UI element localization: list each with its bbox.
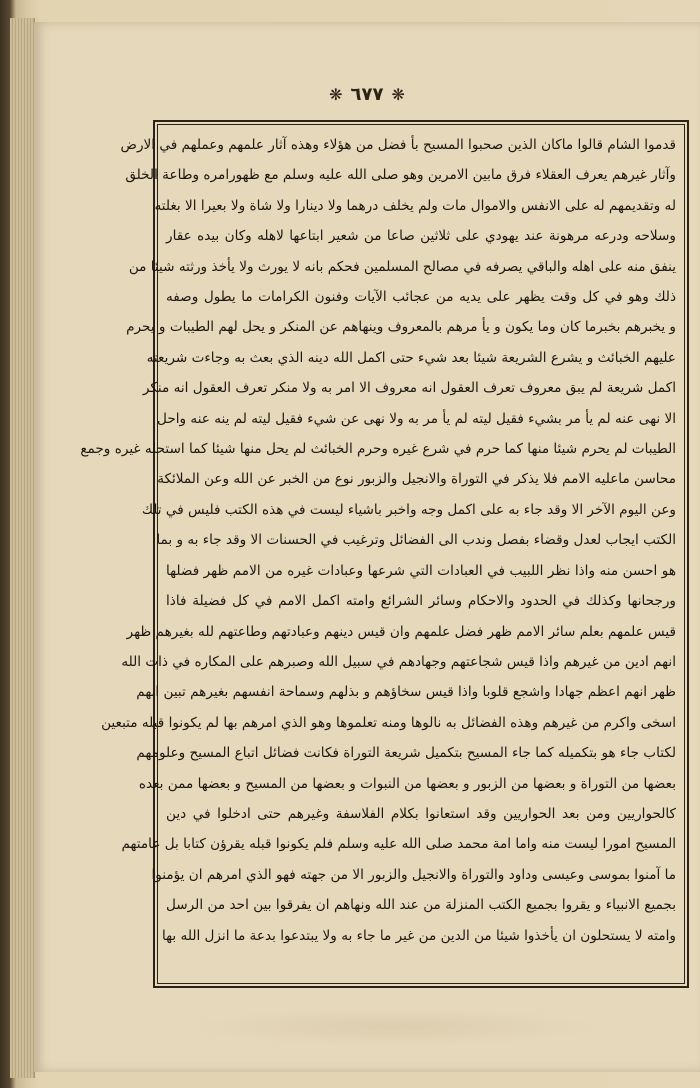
text-line: كالحواريين ومن بعد الحواريين وقد استعانوا بكلام الفلاسفة وغيرهم حتى ادخلوا في دين [166, 805, 676, 822]
text-line: محاسن ماعليه الامم فلا يذكر في التوراة والانجيل والزبور نوع من الخبر عن الله وعن الملائكة [157, 471, 676, 488]
text-line: ينفق منه على اهله والباقي يصرفه في مصالح المسلمين فحكم بانه لا يورث ولا يأخذ ورثته شيئا من [128, 258, 676, 275]
text-frame-inner [80, 124, 685, 984]
page-number: ٦٧٧ [350, 84, 384, 105]
text-line: اكمل شريعة لم يبق معروف تعرف العقول انه معروف الا امر به ولا منكر تعرف العقول انه منكر [142, 380, 676, 397]
book-page [34, 22, 700, 1072]
text-line: وآثار غيرهم يعرف العقلاء فرق مابين الامرين وهو صلى الله عليه وسلم مع ظهورامره وطاعة الخلق [125, 167, 676, 184]
text-line: بعضها من التوراة و بعضها من الزبور و بعضها من النبوات و بعضها من المسيح و بعضها ممن بعده [138, 775, 676, 792]
text-line: وسلاحه ودرعه مرهونة عند يهودي على ثلاثين صاعا من شعير ابتاعها لاهله وكان بيده عقار [166, 228, 676, 245]
ornament-left-icon: ❋ [391, 84, 405, 104]
body-text [80, 130, 676, 951]
text-line: قدموا الشام قالوا ماكان الذين صحبوا المسيح بأ فضل من هؤلاء وهذه آثار علمهم وعملهم في الارض [120, 137, 676, 153]
page-header [34, 84, 700, 105]
ornament-right-icon: ❋ [329, 84, 343, 104]
text-line: و يخبرهم بخبرما كان وما يكون و يأ مرهم بالمعروف وينهاهم عن المنكر و يحل لهم الطيبات و يحرم [126, 319, 676, 336]
text-line: الكتب ايجاب لعدل وقضاء بفصل وندب الى الفضائل وترغيب في الحسنات الا وقد جاء به و بما [156, 532, 676, 549]
text-line: وعن اليوم الآخر الا وقد جاء به على اكمل وجه واخبر باشياء ليست في هذه الكتب فليس في تلك [141, 501, 676, 518]
text-frame [80, 120, 689, 988]
text-line: اسخى واكرم من غيرهم وهذه الفضائل به نالوها ومنه تعلموها وهو الذي امرهم بها لم يكونوا قبله متبعين [101, 714, 676, 731]
paper-stain [184, 1007, 604, 1047]
text-line: ورجحانها وكذلك في الحدود والاحكام وسائر الشرائع وامته اكمل الامم في كل فضيلة فاذا [166, 593, 676, 610]
text-line: عليهم الخبائث و يشرع الشريعة شيئا بعد شيء حتى اكمل الله دينه الذي بعث به وجاءت شريعته [146, 349, 676, 366]
text-line: الا نهى عنه لم يأ مر بشيء فقيل ليته لم يأ مر به ولا نهى عن شيء فقيل ليته لم ينه عنه واحل [157, 410, 676, 427]
text-line: الطيبات لم يحرم شيئا منها كما حرم في شرع غيره وحرم الخبائث لم يحل منها شيئا كما استحله غيره وجمع [80, 441, 676, 458]
text-line: ذلك وهو في كل وقت يظهر على يديه من عجائب الآيات وفنون الكرامات ما يطول وصفه [166, 289, 676, 306]
text-line: ما آمنوا بموسى وعيسى وداود والتوراة والانجيل والزبور الا من جهته فهو الذي امرهم ان يؤمنوا [151, 866, 676, 883]
text-line: وامته لا يستحلون ان يأخذوا شيئا من الدين من غير ما جاء به ولا يبتدعوا بدعة ما انزل الله بها [162, 927, 676, 944]
text-line: لكتاب جاء هو بتكميله كما جاء المسيح بتكميل شريعة التوراة فكانت فضائل اتباع المسيح وعلومهم [136, 745, 676, 762]
text-line: قيس علمهم بعلم سائر الامم ظهر فضل علمهم وان قيس دينهم وعبادتهم وطاعتهم لله بغيرهم ظهر [126, 623, 676, 640]
text-line: بجميع الانبياء و يقروا بجميع الكتب المنزلة من عند الله ونهاهم ان يفرقوا بين احد من الرسل [166, 897, 676, 914]
text-line: ظهر انهم اعظم جهادا واشجع قلوبا واذا قيس سخاؤهم و بذلهم وسماحة انفسهم بغيرهم تبين انهم [136, 684, 676, 701]
text-line: له وتقديمهم له على الانفس والاموال مات ولم يخلف درهما ولا دينارا ولا شاة ولا بعيرا الا بغلته [154, 197, 676, 214]
text-line: المسيح امورا ليست منه واما امة محمد صلى الله عليه وسلم فلم يكونوا قبله يقرؤن كتابا بل عامتهم [121, 836, 676, 853]
text-line: هو احسن منه واذا نظر اللبيب في العبادات التي شرعها وعبادات غيره من الامم ظهر فضلها [166, 562, 676, 579]
text-line: انهم ادين من غيرهم واذا قيس شجاعتهم وجهادهم في سبيل الله وصبرهم على المكاره في ذات الله [121, 653, 676, 670]
page-edges [10, 18, 35, 1078]
